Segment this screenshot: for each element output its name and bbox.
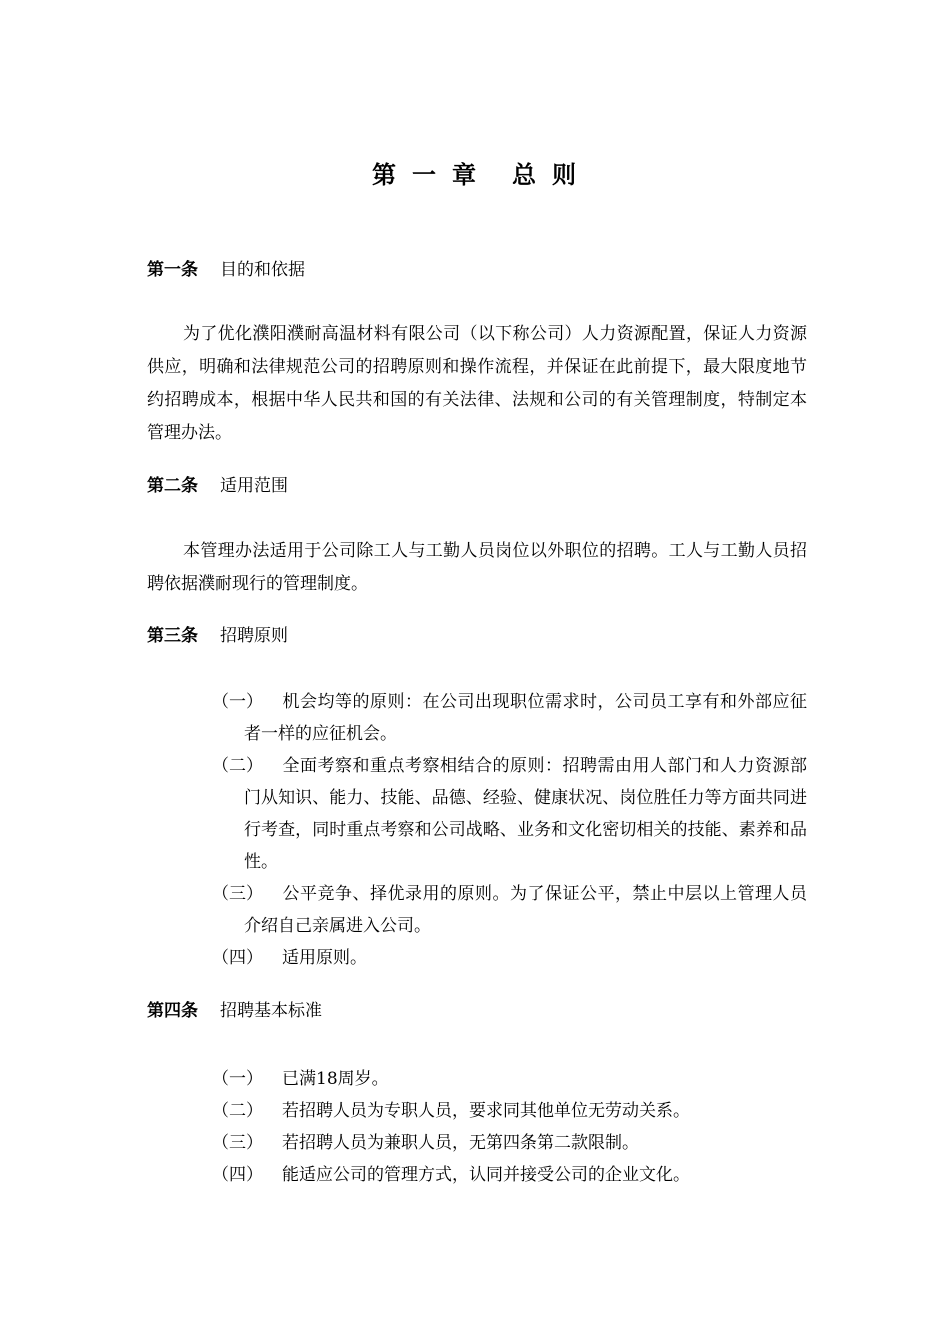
article-number: 第三条 <box>147 626 198 646</box>
list-text: 公平竞争、择优录用的原则。为了保证公平，禁止中层以上管理人员介绍自己亲属进入公司。 <box>244 884 807 936</box>
chapter-word: 第 <box>372 160 398 189</box>
list-item <box>212 1063 807 1095</box>
principle-list <box>212 686 807 974</box>
article-heading <box>147 624 288 648</box>
list-text: 能适应公司的管理方式，认同并接受公司的企业文化。 <box>282 1165 690 1185</box>
article-title: 招聘基本标准 <box>220 1001 322 1021</box>
list-item <box>212 878 807 942</box>
standard-list <box>212 1063 807 1191</box>
list-item <box>212 1159 807 1191</box>
list-text: 已满18周岁。 <box>282 1069 389 1089</box>
article-paragraph: 为了优化濮阳濮耐高温材料有限公司（以下称公司）人力资源配置，保证人力资源供应，明确和法律规范公司的招聘原则和操作流程，并保证在此前提下，最大限度地节约招聘成本，根据中华人民共和国的有关法律、法规和公司的有关管理制度，特制定本管理办法。 <box>147 324 807 443</box>
list-item <box>212 1095 807 1127</box>
list-text: 机会均等的原则：在公司出现职位需求时，公司员工享有和外部应征者一样的应征机会。 <box>244 692 807 744</box>
chapter-word: 总 <box>512 160 538 189</box>
list-text: 若招聘人员为兼职人员，无第四条第二款限制。 <box>282 1133 639 1153</box>
list-marker: （四） <box>212 948 263 968</box>
article-paragraph: 本管理办法适用于公司除工人与工勤人员岗位以外职位的招聘。工人与工勤人员招聘依据濮耐现行的管理制度。 <box>147 541 807 594</box>
article-number: 第四条 <box>147 1001 198 1021</box>
list-marker: （四） <box>212 1165 263 1185</box>
article-title: 适用范围 <box>220 476 288 496</box>
list-text: 全面考察和重点考察相结合的原则：招聘需由用人部门和人力资源部门从知识、能力、技能、品德、经验、健康状况、岗位胜任力等方面共同进行考查，同时重点考察和公司战略、业务和文化密切相关的技能、素养和品性。 <box>244 756 807 872</box>
list-text: 若招聘人员为专职人员，要求同其他单位无劳动关系。 <box>282 1101 690 1121</box>
chapter-word: 则 <box>552 160 578 189</box>
list-marker: （一） <box>212 692 263 712</box>
list-marker: （一） <box>212 1069 263 1089</box>
list-item <box>212 942 807 974</box>
article-heading <box>147 474 288 498</box>
list-item <box>212 686 807 750</box>
list-marker: （二） <box>212 756 263 776</box>
article-title: 目的和依据 <box>220 260 305 280</box>
list-marker: （三） <box>212 1133 263 1153</box>
article-heading <box>147 258 305 282</box>
list-item <box>212 1127 807 1159</box>
article-number: 第一条 <box>147 260 198 280</box>
chapter-title <box>0 155 950 190</box>
article-heading <box>147 999 322 1023</box>
article-number: 第二条 <box>147 476 198 496</box>
list-marker: （二） <box>212 1101 263 1121</box>
article-title: 招聘原则 <box>220 626 288 646</box>
list-item <box>212 750 807 878</box>
chapter-word: 一 <box>412 160 438 189</box>
list-text: 适用原则。 <box>282 948 367 968</box>
chapter-word: 章 <box>452 160 478 189</box>
list-marker: （三） <box>212 884 263 904</box>
